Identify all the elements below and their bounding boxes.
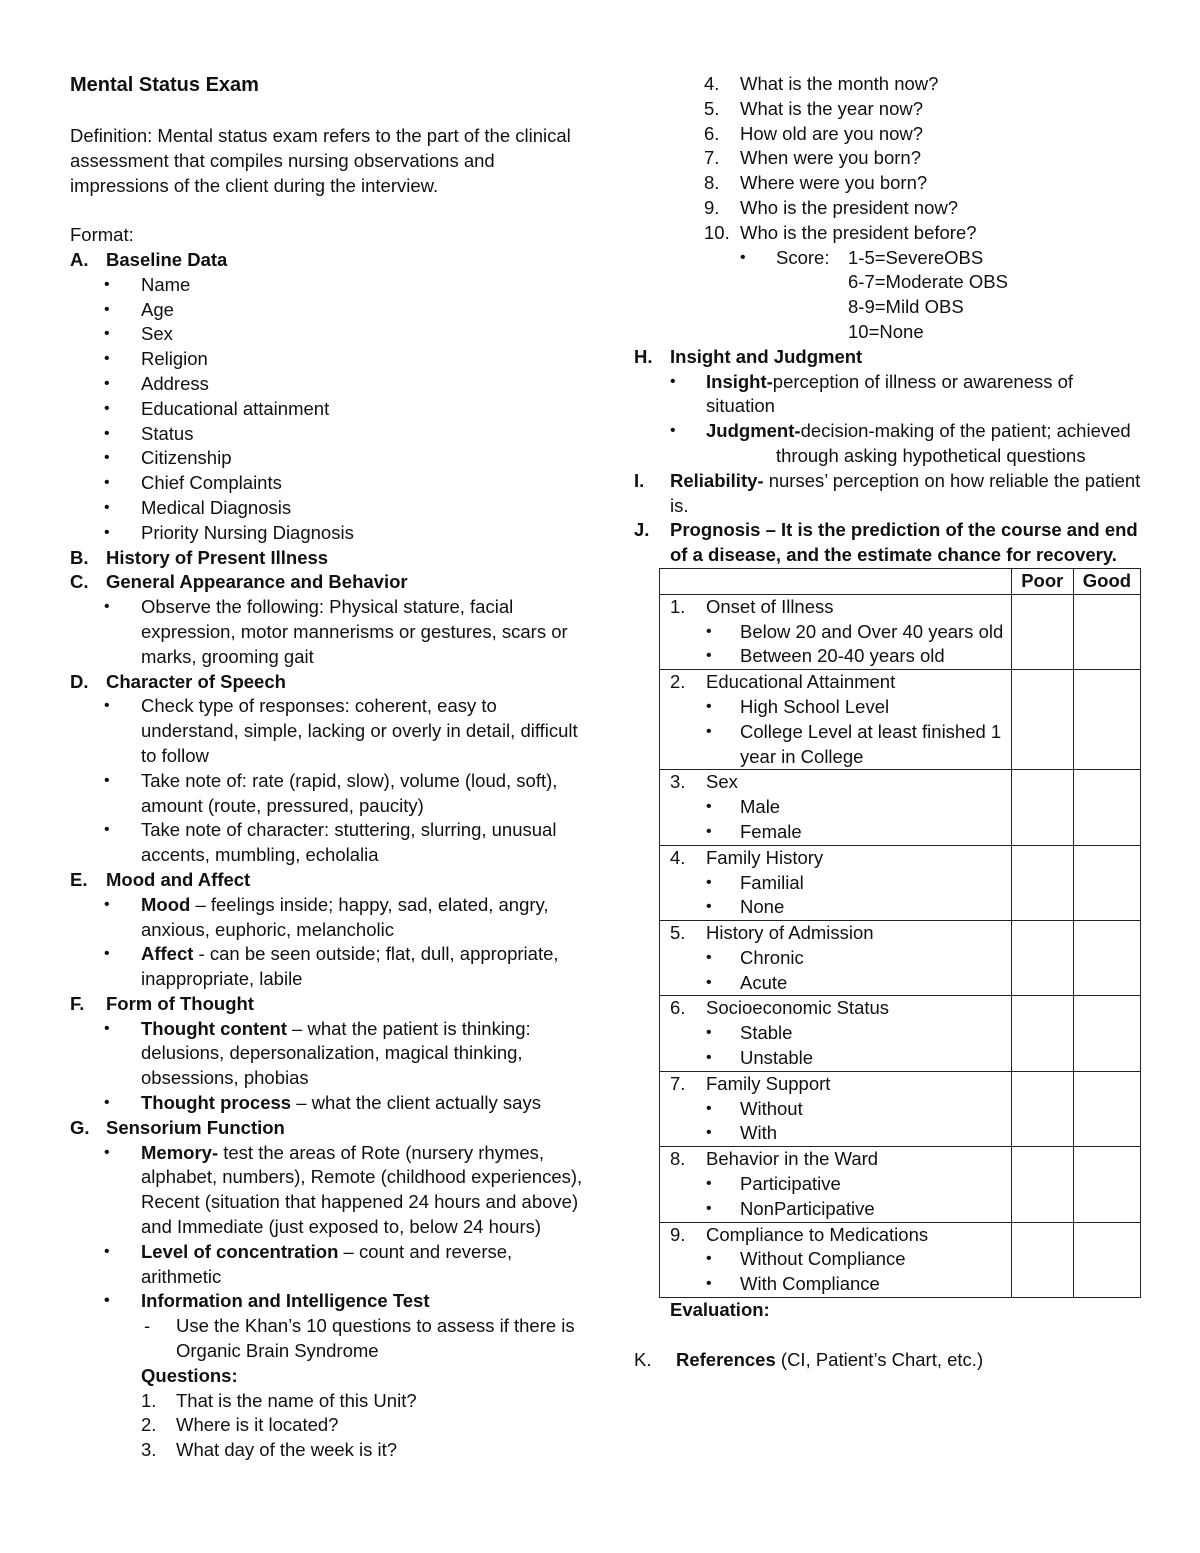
definition-line: impressions of the client during the interview. [70, 174, 439, 196]
good-cell [1073, 594, 1140, 669]
list-item: • Mood – feelings inside; happy, sad, elated, angry, anxious, euphoric, melancholic [70, 893, 570, 943]
table-cell: 2. Educational Attainment • High School Level • College Level at least finished 1 year in College [660, 670, 1012, 770]
table-header-row [660, 568, 1141, 594]
list-item: • Stable [660, 1021, 1011, 1046]
list-item: • Citizenship [70, 446, 570, 471]
poor-cell [1011, 1147, 1073, 1222]
poor-cell [1011, 996, 1073, 1071]
list-item: • Take note of: rate (rapid, slow), volume (loud, soft), amount (route, pressured, paucity) [70, 769, 570, 819]
table-cell: 9. Compliance to Medications • Without Compliance • With Compliance [660, 1222, 1012, 1297]
list-item: • With [660, 1121, 1011, 1146]
score-legend: • Score: 1-5=SevereOBS [634, 246, 1144, 271]
list-item: • Familial [660, 871, 1011, 896]
table-cell: 1. Onset of Illness • Below 20 and Over 40 years old • Between 20-40 years old [660, 594, 1012, 669]
question-item: 4. What is the month now? [704, 73, 939, 94]
list-item: • Chief Complaints [70, 471, 570, 496]
section-i-heading: I. Reliability- nurses’ perception on how reliable the patient is. [634, 469, 1141, 516]
list-item: • College Level at least finished 1 year in College [660, 720, 1011, 770]
list-item: • Participative [660, 1172, 1011, 1197]
list-item: • NonParticipative [660, 1197, 1011, 1222]
question-item: 2. Where is it located? [141, 1414, 339, 1436]
list-item: • Observe the following: Physical stature, facial expression, motor mannerisms or gestures, scars or marks, grooming gait [70, 595, 570, 669]
poor-cell [1011, 594, 1073, 669]
list-item: • Without [660, 1097, 1011, 1122]
list-item: • Without Compliance [660, 1247, 1011, 1272]
question-item: 6. How old are you now? [704, 122, 924, 144]
list-item: • Female [660, 820, 1011, 845]
good-cell [1073, 1147, 1140, 1222]
left-column [70, 72, 583, 1463]
table-cell: 8. Behavior in the Ward • Participative • NonParticipative [660, 1147, 1012, 1222]
table-header: Good [1073, 568, 1140, 594]
list-item: • Priority Nursing Diagnosis [70, 521, 570, 546]
list-item: • Religion [70, 347, 570, 372]
list-item: • High School Level [660, 695, 1011, 720]
list-item: • Between 20-40 years old [660, 644, 1011, 669]
question-item: 10. Who is the president before? [704, 221, 977, 243]
list-item: • Acute [660, 971, 1011, 996]
list-item: • Memory- test the areas of Rote (nursery rhymes, alphabet, numbers), Remote (childhood experiences), Recent (situation that happened 24 hours and above) and Immediate (just exposed to, below 24 hours) [70, 1141, 570, 1240]
list-item: • Thought content – what the patient is thinking: delusions, depersonalization, magical thinking, obsessions, phobias [70, 1017, 570, 1091]
questions-label: Questions: [141, 1364, 238, 1386]
right-column [634, 72, 1144, 1372]
poor-cell [1011, 1222, 1073, 1297]
poor-cell [1011, 921, 1073, 996]
table-row [660, 1147, 1141, 1222]
good-cell [1073, 845, 1140, 920]
list-item: • Chronic [660, 946, 1011, 971]
table-cell: 5. History of Admission • Chronic • Acute [660, 921, 1012, 996]
good-cell [1073, 1222, 1140, 1297]
table-cell: 3. Sex • Male • Female [660, 770, 1012, 845]
good-cell [1073, 1071, 1140, 1146]
list-item: • Affect - can be seen outside; flat, dull, appropriate, inappropriate, labile [70, 942, 570, 992]
table-row [660, 594, 1141, 669]
poor-cell [1011, 845, 1073, 920]
section-f-heading: F. Form of Thought [70, 992, 254, 1014]
list-item: • Check type of responses: coherent, easy to understand, simple, lacking or overly in detail, difficult to follow [70, 694, 570, 768]
question-item: 7. When were you born? [704, 147, 921, 169]
good-cell [1073, 670, 1140, 770]
table-row [660, 921, 1141, 996]
list-item: • Thought process – what the client actually says [70, 1091, 570, 1116]
definition-paragraph [70, 124, 570, 198]
list-item: • Take note of character: stuttering, slurring, unusual accents, mumbling, echolalia [70, 818, 570, 868]
list-item: • Male [660, 795, 1011, 820]
poor-cell [1011, 770, 1073, 845]
question-item: 8. Where were you born? [704, 172, 928, 194]
section-h-heading: H. Insight and Judgment [634, 345, 863, 367]
list-item: • Unstable [660, 1046, 1011, 1071]
list-item: • Educational attainment [70, 397, 570, 422]
table-row [660, 845, 1141, 920]
section-d-heading: D. Character of Speech [70, 670, 286, 692]
list-item: • Status [70, 422, 570, 447]
page-title: Mental Status Exam [70, 74, 259, 96]
table-row [660, 996, 1141, 1071]
evaluation-label: Evaluation: [670, 1299, 770, 1321]
good-cell [1073, 921, 1140, 996]
question-item: 5. What is the year now? [704, 97, 924, 119]
definition-line: assessment that compiles nursing observations and [70, 149, 495, 171]
poor-cell [1011, 1071, 1073, 1146]
question-item: 3. What day of the week is it? [141, 1439, 398, 1461]
khan-note: - Use the Khan’s 10 questions to assess if there is Organic Brain Syndrome [144, 1315, 575, 1362]
list-item: • Judgment-decision-making of the patient; achieved [634, 419, 1144, 444]
list-item: • Address [70, 372, 570, 397]
list-item: • Information and Intelligence Test [70, 1289, 570, 1314]
question-item: 9. Who is the president now? [704, 196, 959, 218]
baseline-data-list [70, 273, 570, 546]
list-item: • Insight-perception of illness or awareness of situation [634, 370, 1144, 420]
section-g-heading: G. Sensorium Function [70, 1116, 285, 1138]
table-header: Poor [1011, 568, 1073, 594]
section-k-references: K. References (CI, Patient’s Chart, etc.) [634, 1348, 984, 1370]
list-item: • Level of concentration – count and reverse, arithmetic [70, 1240, 570, 1290]
table-row [660, 1071, 1141, 1146]
table-cell: 7. Family Support • Without • With [660, 1071, 1012, 1146]
format-label: Format: [70, 224, 134, 246]
score-line: 8-9=Mild OBS [848, 296, 964, 318]
good-cell [1073, 996, 1140, 1071]
table-header [660, 568, 1012, 594]
table-cell: 4. Family History • Familial • None [660, 845, 1012, 920]
good-cell [1073, 770, 1140, 845]
section-b-heading: B. History of Present Illness [70, 546, 329, 568]
question-item: 1. That is the name of this Unit? [141, 1389, 417, 1411]
table-cell: 6. Socioeconomic Status • Stable • Unstable [660, 996, 1012, 1071]
list-item: • Medical Diagnosis [70, 496, 570, 521]
list-item: • None [660, 895, 1011, 920]
table-row [660, 770, 1141, 845]
section-c-heading: C. General Appearance and Behavior [70, 571, 408, 593]
section-e-heading: E. Mood and Affect [70, 868, 251, 890]
list-item: • Below 20 and Over 40 years old [660, 620, 1011, 645]
score-line: 10=None [848, 320, 924, 342]
section-a-heading: A. Baseline Data [70, 248, 228, 270]
list-item: • Name [70, 273, 570, 298]
prognosis-table [659, 568, 1141, 1298]
score-line: 6-7=Moderate OBS [848, 271, 1008, 293]
table-row [660, 670, 1141, 770]
table-row [660, 1222, 1141, 1297]
poor-cell [1011, 670, 1073, 770]
definition-line: Definition: Mental status exam refers to the part of the clinical [70, 125, 571, 146]
list-item: • Sex [70, 322, 570, 347]
section-j-heading: J. Prognosis – It is the prediction of the course and end of a disease, and the estimate chance for recovery. [634, 519, 1138, 566]
list-item: • With Compliance [660, 1272, 1011, 1297]
list-item: • Age [70, 298, 570, 323]
list-item-continuation: through asking hypothetical questions [776, 444, 1086, 466]
